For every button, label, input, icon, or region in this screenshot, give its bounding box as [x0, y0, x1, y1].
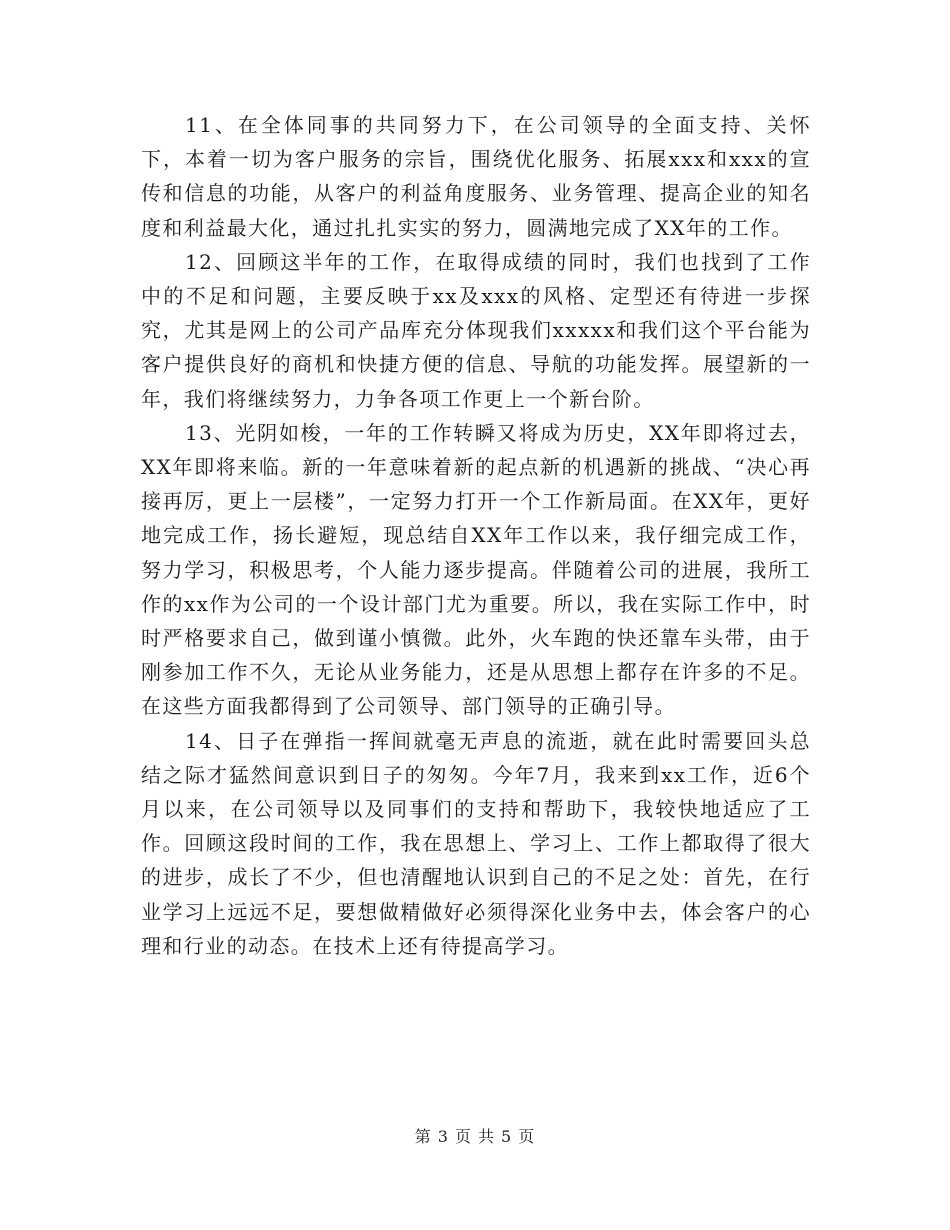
- page-footer: [0, 1124, 950, 1147]
- paragraph-14: 14、日子在弹指一挥间就毫无声息的流逝，就在此时需要回头总结之际才猛然间意识到日子的匆匆。今年7月，我来到xx工作，近6个月以来，在公司领导以及同事们的支持和帮助下，我较快地适应了工作。回顾这段时间的工作，我在思想上、学习上、工作上都取得了很大的进步，成长了不少，但也清醒地认识到自己的不足之处：首先，在行业学习上远远不足，要想做精做好必须得深化业务中去，体会客户的心理和行业的动态。在技术上还有待提高学习。: [141, 728, 811, 958]
- footer-suffix: 页: [518, 1127, 536, 1146]
- footer-total-pages: 5: [501, 1127, 513, 1146]
- paragraph-11: 11、在全体同事的共同努力下，在公司领导的全面支持、关怀下，本着一切为客户服务的宗旨，围绕优化服务、拓展xxx和xxx的宣传和信息的功能，从客户的利益角度服务、业务管理、提高企业的知名度和利益最大化，通过扎扎实实的努力，圆满地完成了XX年的工作。: [141, 113, 811, 240]
- paragraph-13: 13、光阴如梭，一年的工作转瞬又将成为历史，XX年即将过去，XX年即将来临。新的一年意味着新的起点新的机遇新的挑战、“决心再接再厉，更上一层楼”，一定努力打开一个工作新局面。在XX年，更好地完成工作，扬长避短，现总结自XX年工作以来，我仔细完成工作，努力学习，积极思考，个人能力逐步提高。伴随着公司的进展，我所工作的xx作为公司的一个设计部门尤为重要。所以，我在实际工作中，时时严格要求自己，做到谨小慎微。此外，火车跑的快还靠车头带，由于刚参加工作不久，无论从业务能力，还是从思想上都存在许多的不足。在这些方面我都得到了公司领导、部门领导的正确引导。: [141, 420, 811, 719]
- footer-prefix: 第: [414, 1127, 432, 1146]
- footer-middle: 页 共: [454, 1127, 496, 1146]
- paragraph-12: 12、回顾这半年的工作，在取得成绩的同时，我们也找到了工作中的不足和问题，主要反映于xx及xxx的风格、定型还有待进一步探究，尤其是网上的公司产品库充分体现我们xxxxx和我们这个平台能为客户提供良好的商机和快捷方便的信息、导航的功能发挥。展望新的一年，我们将继续努力，力争各项工作更上一个新台阶。: [141, 249, 811, 411]
- document-body: [141, 108, 811, 963]
- footer-current-page: 3: [437, 1127, 449, 1146]
